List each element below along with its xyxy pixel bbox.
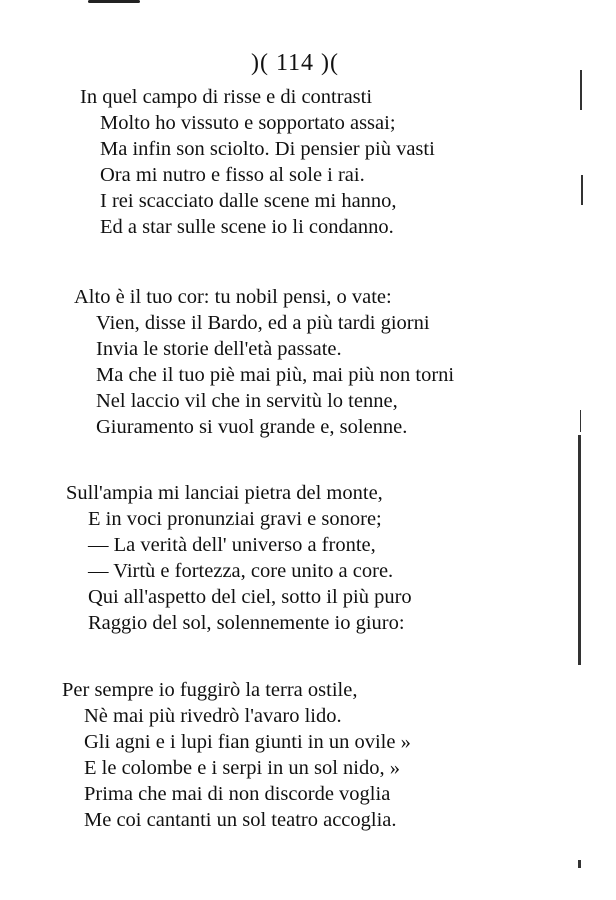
edge-mark bbox=[578, 860, 581, 868]
verse-line: Sull'ampia mi lanciai pietra del monte, bbox=[66, 482, 383, 504]
stanza-3 bbox=[0, 480, 412, 636]
verse-line: Me coi cantanti un sol teatro accoglia. bbox=[84, 809, 397, 831]
verse-line: In quel campo di risse e di contrasti bbox=[80, 86, 373, 108]
verse-line: Vien, disse il Bardo, ed a più tardi giorni bbox=[96, 312, 430, 334]
verse-line: E le colombe e i serpi in un sol nido, » bbox=[84, 757, 400, 779]
verse-line: Prima che mai di non discorde voglia bbox=[84, 783, 391, 805]
stanza-1 bbox=[0, 84, 435, 240]
verse-line: Ma che il tuo piè mai più, mai più non torni bbox=[96, 364, 455, 386]
verse-line: Nel laccio vil che in servitù lo tenne, bbox=[96, 390, 398, 412]
verse-line: — Virtù e fortezza, core unito a core. bbox=[88, 560, 394, 582]
stanza-4 bbox=[0, 677, 411, 833]
edge-mark bbox=[581, 175, 583, 205]
verse-line: Ora mi nutro e fisso al sole i rai. bbox=[100, 164, 365, 186]
page-number: )( 114 )( bbox=[250, 50, 340, 76]
verse-line: Invia le storie dell'età passate. bbox=[96, 338, 342, 360]
edge-mark bbox=[578, 435, 581, 665]
verse-line: Giuramento si vuol grande e, solenne. bbox=[96, 416, 408, 438]
verse-line: Ed a star sulle scene io li condanno. bbox=[100, 216, 394, 238]
verse-line: Alto è il tuo cor: tu nobil pensi, o vate: bbox=[74, 286, 392, 308]
verse-line: Molto ho vissuto e sopportato assai; bbox=[100, 112, 396, 134]
verse-line: Qui all'aspetto del ciel, sotto il più puro bbox=[88, 586, 412, 608]
stanza-2 bbox=[0, 284, 454, 440]
top-edge-mark bbox=[88, 0, 140, 3]
verse-line: — La verità dell' universo a fronte, bbox=[88, 534, 376, 556]
verse-line: Ma infin son sciolto. Di pensier più vasti bbox=[100, 138, 435, 160]
verse-line: Raggio del sol, solennemente io giuro: bbox=[88, 612, 405, 634]
verse-line: E in voci pronunziai gravi e sonore; bbox=[88, 508, 382, 530]
verse-line: Gli agni e i lupi fian giunti in un ovile » bbox=[84, 731, 411, 753]
verse-line: I rei scacciato dalle scene mi hanno, bbox=[100, 190, 397, 212]
verse-line: Nè mai più rivedrò l'avaro lido. bbox=[84, 705, 342, 727]
edge-mark bbox=[580, 410, 581, 432]
verse-line: Per sempre io fuggirò la terra ostile, bbox=[62, 679, 358, 701]
edge-mark bbox=[580, 70, 582, 110]
